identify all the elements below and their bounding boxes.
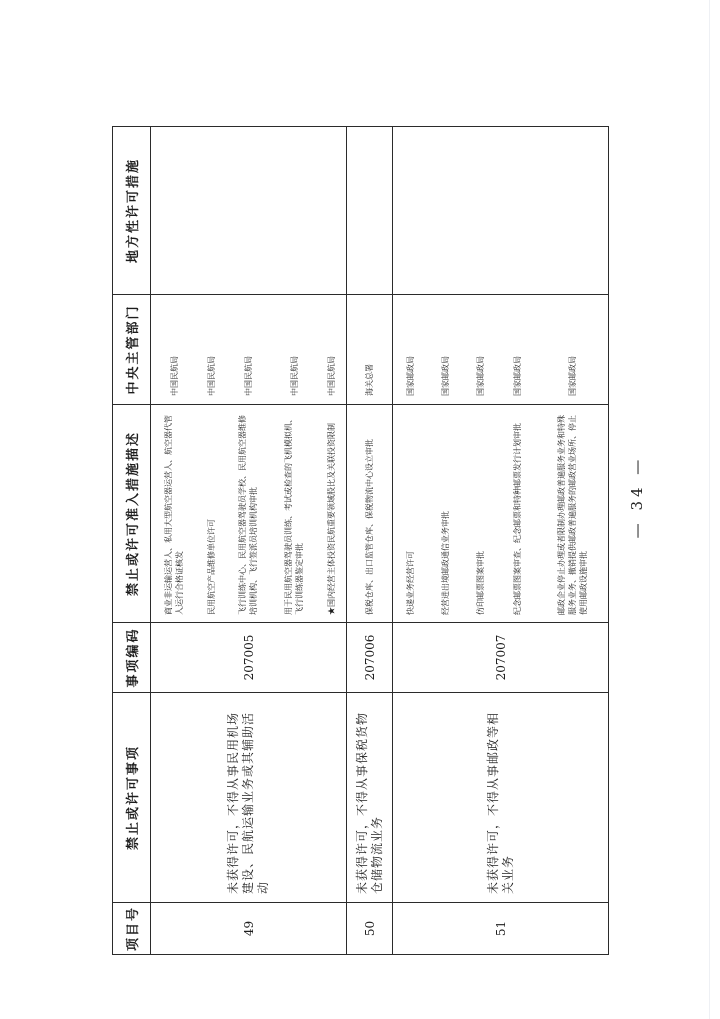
permission-table <box>112 126 609 955</box>
measure-dept: 国家邮政局 <box>568 356 577 396</box>
measure-desc: 保税仓库、出口监管仓库、保税物流中心设立审批 <box>364 439 374 615</box>
row-item-name: 未获得许可，不得从事保税货物仓储物流业务 <box>347 693 393 903</box>
row-departments <box>151 295 347 405</box>
row-project-no: 51 <box>393 903 609 955</box>
row-measures <box>347 405 393 623</box>
measure-desc: 民用航空产品维修单位许可 <box>206 519 216 615</box>
measure-dept: 中国民航局 <box>169 356 179 396</box>
measure-desc: 商业非运输运营人、私用大型航空器运营人、航空器代管人运行合格证核发 <box>164 415 184 615</box>
table-row <box>347 127 393 955</box>
row-item-code: 207007 <box>393 623 609 693</box>
measure-desc: 飞行训练中心、民用航空器驾驶员学校、民用航空器维修培训机构、飞行签派员培训机构审批 <box>238 415 258 615</box>
measure-desc: 用于民用航空器驾驶员训练、考试或检查的飞机模拟机、飞行训练器鉴定审批 <box>284 415 304 615</box>
measure-dept: 中国民航局 <box>289 356 299 396</box>
header-code: 事项编码 <box>113 623 151 693</box>
measure-dept: 国家邮政局 <box>406 356 415 396</box>
row-project-no: 49 <box>151 903 347 955</box>
measure-dept: 海关总署 <box>364 364 374 396</box>
row-item-name: 未获得许可，不得从事邮政等相关业务 <box>393 693 609 903</box>
row-project-no: 50 <box>347 903 393 955</box>
row-measures <box>393 405 609 623</box>
row-departments <box>347 295 393 405</box>
row-measures <box>151 405 347 623</box>
row-item-name: 未获得许可，不得从事民用机场建设、民航运输业务或其辅助活动 <box>151 693 347 903</box>
table-row <box>151 127 347 955</box>
row-item-code: 207006 <box>347 623 393 693</box>
measure-desc: 纪念邮票图案审查、纪念邮票和特种邮票发行计划审批 <box>513 423 522 615</box>
measure-desc: ★国内经营主体投资民航重要领域股比及关联投资限制 <box>327 423 336 615</box>
measure-desc: 快递业务经营许可 <box>406 551 415 615</box>
row-item-code: 207005 <box>151 623 347 693</box>
measure-desc: 仿印邮票图案审批 <box>476 551 485 615</box>
header-measure-desc: 禁止或许可准入措施描述 <box>113 405 151 623</box>
table-row <box>393 127 609 955</box>
measure-dept: 中国民航局 <box>206 356 216 396</box>
header-item: 禁止或许可事项 <box>113 693 151 903</box>
header-local-measures: 地方性许可措施 <box>113 127 151 295</box>
measure-dept: 国家邮政局 <box>441 356 450 396</box>
page-number: — 34 — <box>628 455 646 539</box>
row-local-measures <box>393 127 609 295</box>
measure-dept: 中国民航局 <box>327 356 336 396</box>
row-local-measures <box>151 127 347 295</box>
measure-dept: 中国民航局 <box>243 356 253 396</box>
measure-desc: 经营进出境邮政通信业务审批 <box>441 511 450 615</box>
row-local-measures <box>347 127 393 295</box>
measure-dept: 国家邮政局 <box>513 356 522 396</box>
measure-dept: 国家邮政局 <box>476 356 485 396</box>
measure-desc: 邮政企业停止办理或者限制办理邮政普遍服务业务和特殊服务业务、撤销提供邮政普遍服务的邮政营业场所、停止使用邮政设施审批 <box>557 415 588 615</box>
header-project-no: 项目号 <box>113 903 151 955</box>
header-central-dept: 中央主管部门 <box>113 295 151 405</box>
row-departments <box>393 295 609 405</box>
table-header-row <box>113 127 151 955</box>
